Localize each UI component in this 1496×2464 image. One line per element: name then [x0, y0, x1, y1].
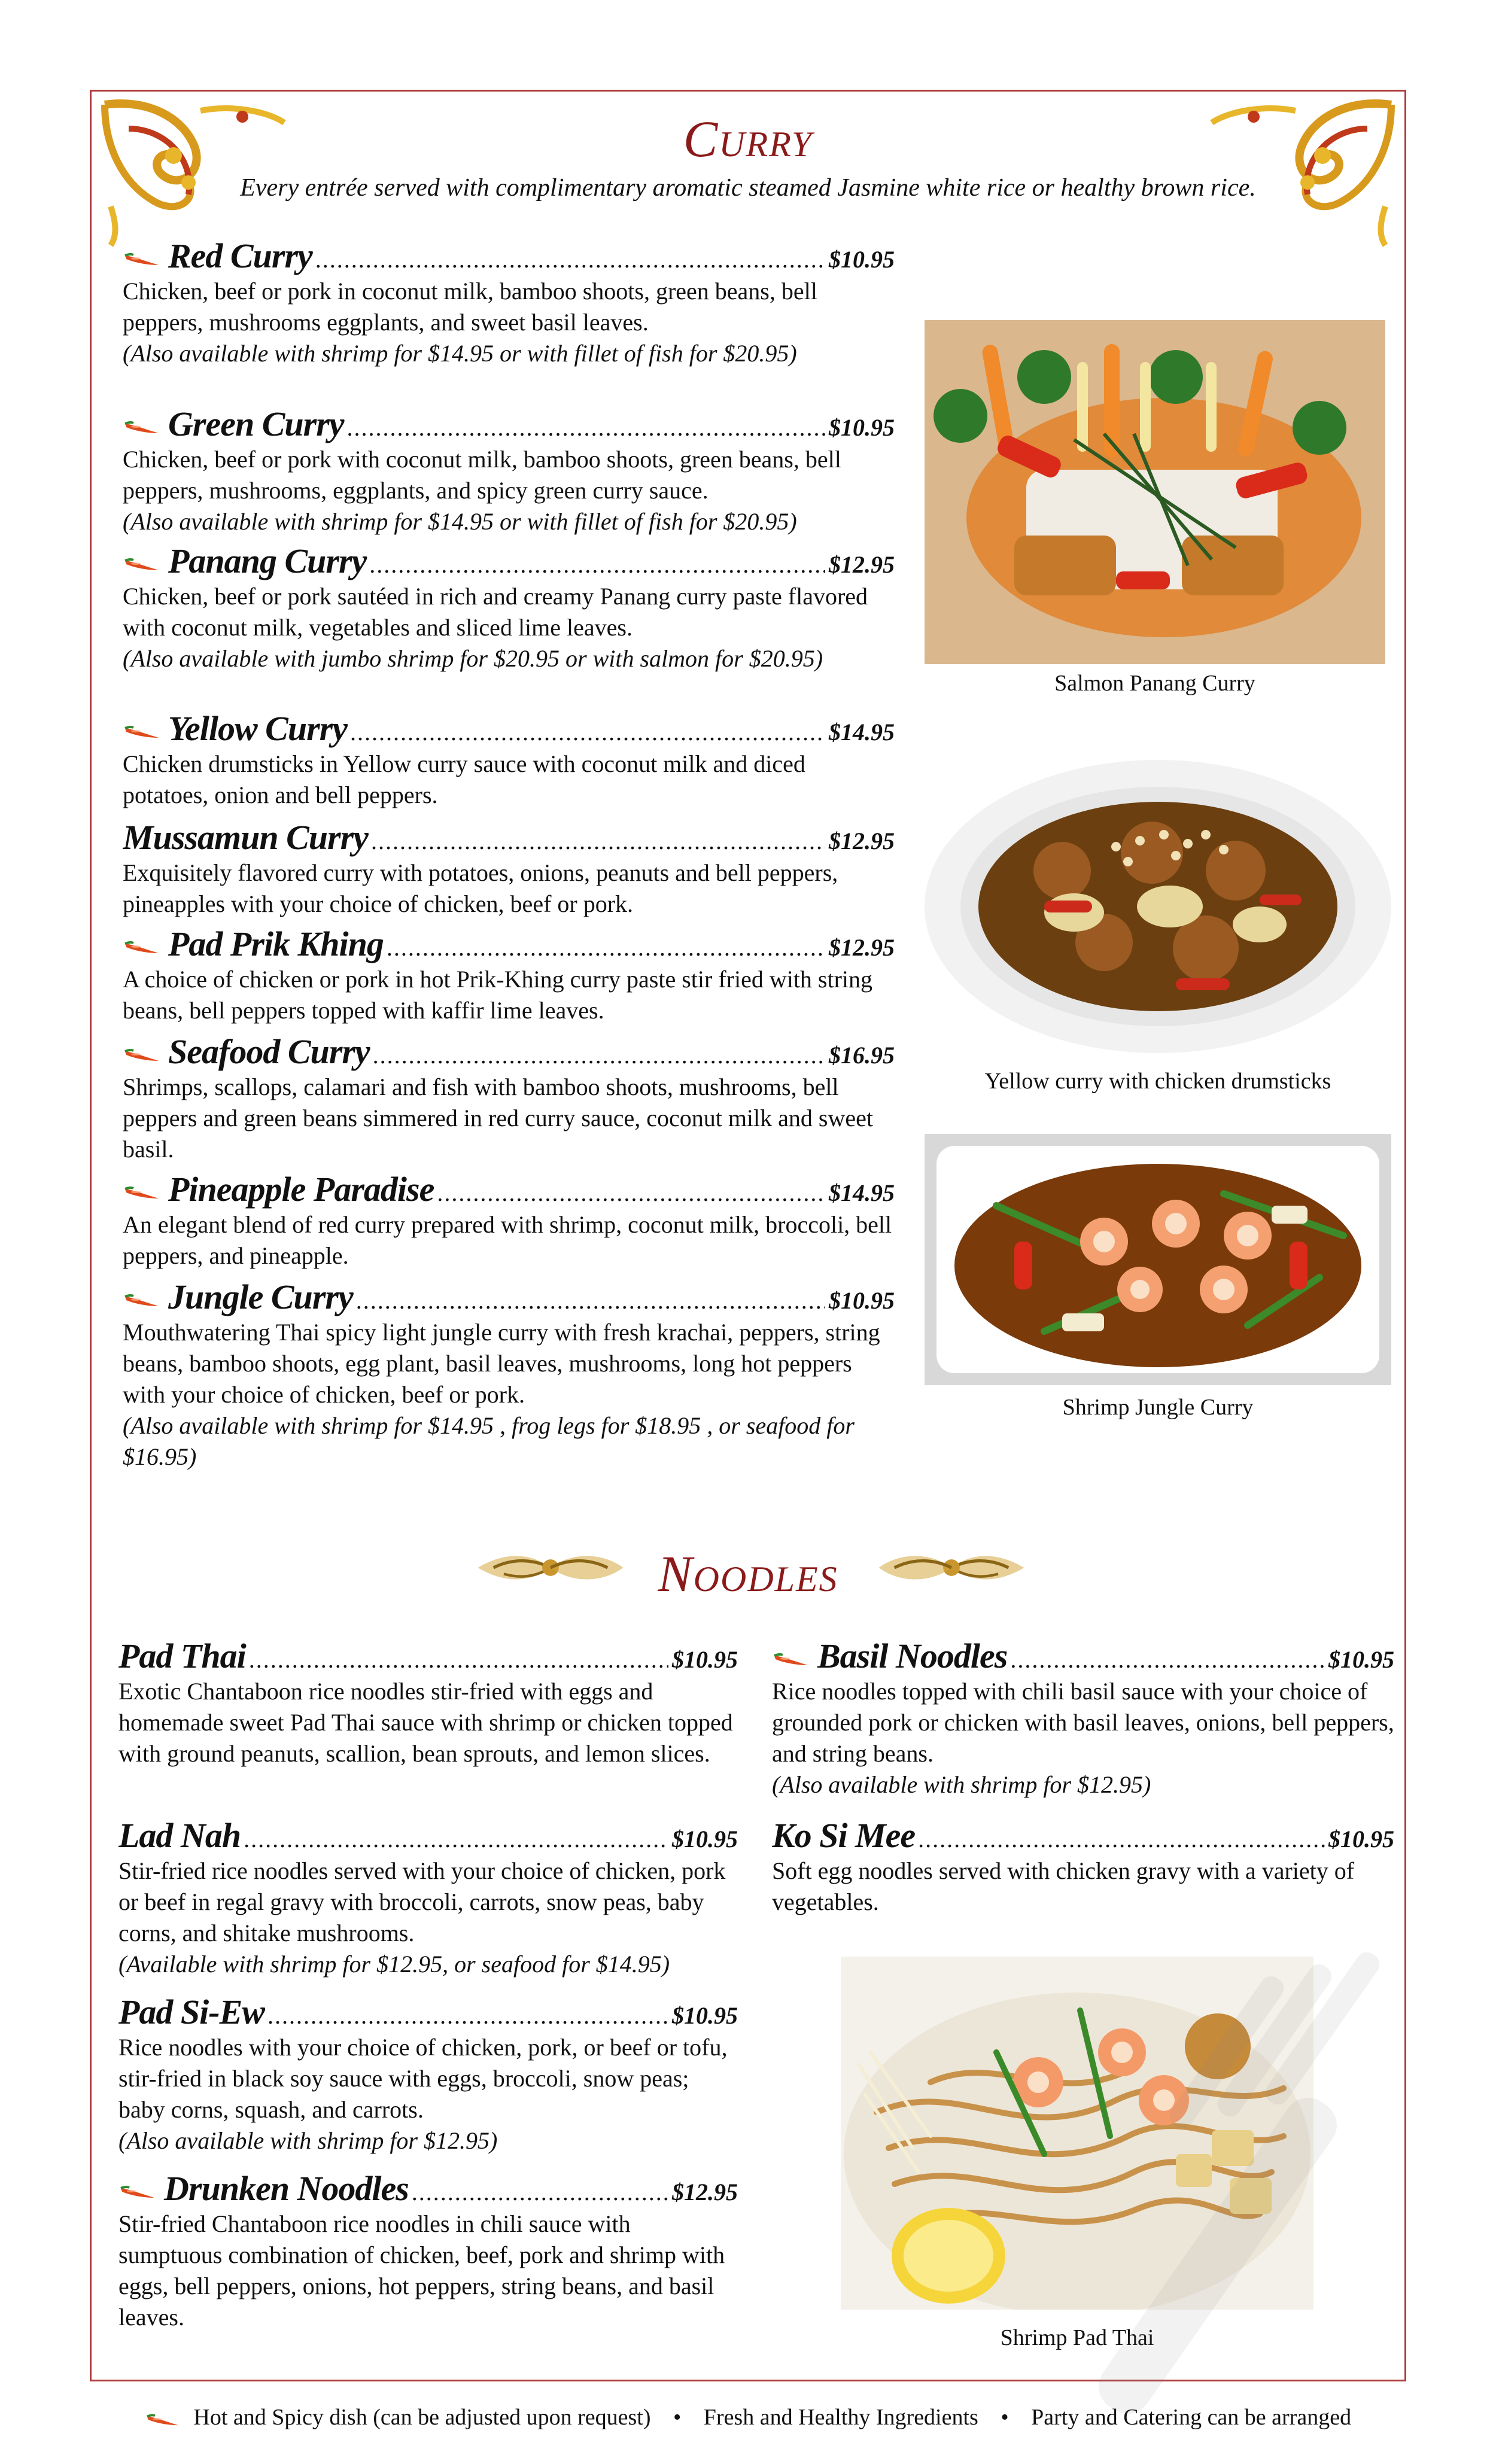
menu-item[interactable]	[118, 2169, 738, 2333]
chili-pepper-icon	[123, 250, 161, 267]
chili-pepper-icon	[772, 1650, 810, 1668]
menu-item[interactable]	[772, 1636, 1394, 1800]
photo-caption: Yellow curry with chicken drumsticks	[984, 1069, 1331, 1094]
fork-watermark-icon	[1035, 1915, 1454, 2453]
item-price: $14.95	[829, 719, 895, 746]
item-description: Stir-fried rice noodles served with your choice of chicken, pork or beef in regal gravy with broccoli, carrots, snow peas, baby corns, and shitake mushrooms.	[118, 1857, 726, 1946]
menu-item[interactable]	[123, 1170, 895, 1271]
item-name: Seafood Curry	[168, 1032, 370, 1071]
menu-item[interactable]	[123, 542, 895, 674]
item-note: (Available with shrimp for $12.95, or seafood for $14.95)	[118, 1951, 670, 1978]
item-name: Pad Thai	[118, 1636, 246, 1675]
footer-spicy-note: Hot and Spicy dish (can be adjusted upon request)	[193, 2405, 651, 2430]
ornament-icon	[874, 1541, 1029, 1595]
item-name: Basil Noodles	[817, 1636, 1008, 1675]
item-description: Shrimps, scallops, calamari and fish with bamboo shoots, mushrooms, bell peppers and green beans simmered in red curry sauce, coconut milk and sweet basil.	[123, 1073, 873, 1163]
chili-pepper-icon	[123, 1183, 161, 1201]
menu-item[interactable]	[123, 404, 895, 537]
yellow-curry-photo	[925, 757, 1391, 1056]
footer-fresh-note: Fresh and Healthy Ingredients	[703, 2405, 978, 2430]
chili-pepper-icon	[123, 1045, 161, 1063]
photo-caption: Salmon Panang Curry	[1054, 671, 1255, 696]
shrimp-jungle-curry-photo	[925, 1134, 1391, 1385]
footer-catering-note: Party and Catering can be arranged	[1031, 2405, 1352, 2430]
item-price: $16.95	[829, 1042, 895, 1069]
item-note: (Also available with shrimp for $14.95 or with fillet of fish for $20.95)	[123, 340, 797, 367]
item-description: Chicken, beef or pork in coconut milk, bamboo shoots, green beans, bell peppers, mushrooms eggplants, and sweet basil leaves.	[123, 278, 817, 336]
menu-item[interactable]	[772, 1816, 1394, 1918]
item-description: Rice noodles with your choice of chicken, pork, or beef or tofu, stir-fried in black soy sauce with eggs, broccoli, snow peas; baby corns, squash, and carrots.	[118, 2034, 728, 2123]
chili-pepper-icon	[118, 2182, 157, 2200]
item-price: $10.95	[1328, 1826, 1394, 1852]
item-description: Chicken, beef or pork with coconut milk, bamboo shoots, green beans, bell peppers, mushrooms, eggplants, and spicy green curry sauce.	[123, 446, 841, 504]
item-price: $10.95	[829, 246, 895, 273]
item-description: An elegant blend of red curry prepared with shrimp, coconut milk, broccoli, bell peppers, and pineapple.	[123, 1211, 892, 1269]
chili-pepper-icon	[123, 418, 161, 436]
item-price: $10.95	[672, 2002, 738, 2029]
menu-item[interactable]	[123, 709, 895, 811]
curry-section-title: Curry	[683, 110, 813, 168]
item-name: Mussamun Curry	[123, 818, 368, 857]
menu-item[interactable]	[123, 924, 895, 1026]
photo-caption: Shrimp Jungle Curry	[1062, 1395, 1254, 1420]
menu-item[interactable]	[118, 1636, 738, 1769]
item-name: Pineapple Paradise	[168, 1170, 434, 1209]
item-price: $10.95	[829, 414, 895, 441]
item-description: Exquisitely flavored curry with potatoes, onions, peanuts and bell peppers, pineapples with your choice of chicken, beef or pork.	[123, 859, 838, 917]
photo-caption: Shrimp Pad Thai	[1000, 2325, 1154, 2350]
item-note: (Also available with shrimp for $14.95 or with fillet of fish for $20.95)	[123, 508, 797, 535]
item-price: $12.95	[829, 551, 895, 578]
ornament-icon	[473, 1541, 628, 1595]
menu-item[interactable]	[118, 1993, 738, 2156]
footer-separator: •	[1001, 2405, 1009, 2430]
item-price: $10.95	[672, 1826, 738, 1852]
noodles-section-title: Noodles	[658, 1545, 838, 1602]
menu-item[interactable]	[123, 1277, 895, 1473]
item-description: Chicken, beef or pork sautéed in rich and creamy Panang curry paste flavored with coconut milk, vegetables and sliced lime leaves.	[123, 583, 868, 641]
item-price: $12.95	[829, 828, 895, 854]
item-name: Red Curry	[168, 236, 312, 275]
item-description: Mouthwatering Thai spicy light jungle curry with fresh krachai, peppers, string beans, bamboo shoots, egg plant, basil leaves, mushrooms, long hot peppers with your choice of chicken, beef or pork.	[123, 1319, 880, 1408]
menu-item[interactable]	[123, 1032, 895, 1165]
item-price: $10.95	[829, 1287, 895, 1314]
item-price: $12.95	[829, 934, 895, 961]
item-note: (Also available with jumbo shrimp for $20.95 or with salmon for $20.95)	[123, 645, 823, 672]
item-note: (Also available with shrimp for $12.95)	[118, 2127, 498, 2154]
item-price: $14.95	[829, 1179, 895, 1206]
item-note: (Also available with shrimp for $12.95)	[772, 1771, 1151, 1798]
chili-pepper-icon	[123, 722, 161, 740]
footer-separator: •	[673, 2405, 682, 2430]
chili-pepper-icon	[123, 938, 161, 956]
item-price: $10.95	[672, 1646, 738, 1673]
item-name: Pad Prik Khing	[168, 924, 384, 963]
item-name: Pad Si-Ew	[118, 1993, 264, 2031]
menu-item[interactable]	[118, 1816, 738, 1980]
menu-item[interactable]	[123, 818, 895, 920]
item-name: Lad Nah	[118, 1816, 241, 1855]
chili-pepper-icon	[145, 2411, 181, 2428]
item-description: Chicken drumsticks in Yellow curry sauce with coconut milk and diced potatoes, onion and bell peppers.	[123, 750, 805, 808]
item-name: Ko Si Mee	[772, 1816, 916, 1855]
item-price: $12.95	[672, 2179, 738, 2206]
item-description: Rice noodles topped with chili basil sauce with your choice of grounded pork or chicken with basil leaves, onions, bell peppers, and string beans.	[772, 1678, 1394, 1767]
salmon-panang-curry-photo	[925, 320, 1385, 664]
item-price: $10.95	[1328, 1646, 1394, 1673]
menu-item[interactable]	[123, 236, 895, 369]
item-note: (Also available with shrimp for $14.95 , frog legs for $18.95 , or seafood for $16.95)	[123, 1412, 855, 1470]
item-description: Exotic Chantaboon rice noodles stir-fried with eggs and homemade sweet Pad Thai sauce with shrimp or chicken topped with ground peanuts, scallion, bean sprouts, and lemon slices.	[118, 1678, 733, 1767]
item-description: Soft egg noodles served with chicken gravy with a variety of vegetables.	[772, 1857, 1355, 1915]
item-name: Yellow Curry	[168, 709, 347, 748]
item-name: Green Curry	[168, 404, 344, 443]
item-name: Panang Curry	[168, 542, 367, 580]
chili-pepper-icon	[123, 1291, 161, 1309]
item-name: Jungle Curry	[168, 1277, 353, 1316]
item-description: Stir-fried Chantaboon rice noodles in chili sauce with sumptuous combination of chicken, beef, pork and shrimp with eggs, bell peppers, onions, hot peppers, string beans, and basil leaves.	[118, 2210, 725, 2331]
item-name: Drunken Noodles	[164, 2169, 409, 2208]
chili-pepper-icon	[123, 555, 161, 573]
curry-subtitle: Every entrée served with complimentary aromatic steamed Jasmine white rice or healthy brown rice.	[240, 174, 1256, 202]
item-description: A choice of chicken or pork in hot Prik-Khing curry paste stir fried with string beans, bell peppers topped with kaffir lime leaves.	[123, 966, 873, 1024]
